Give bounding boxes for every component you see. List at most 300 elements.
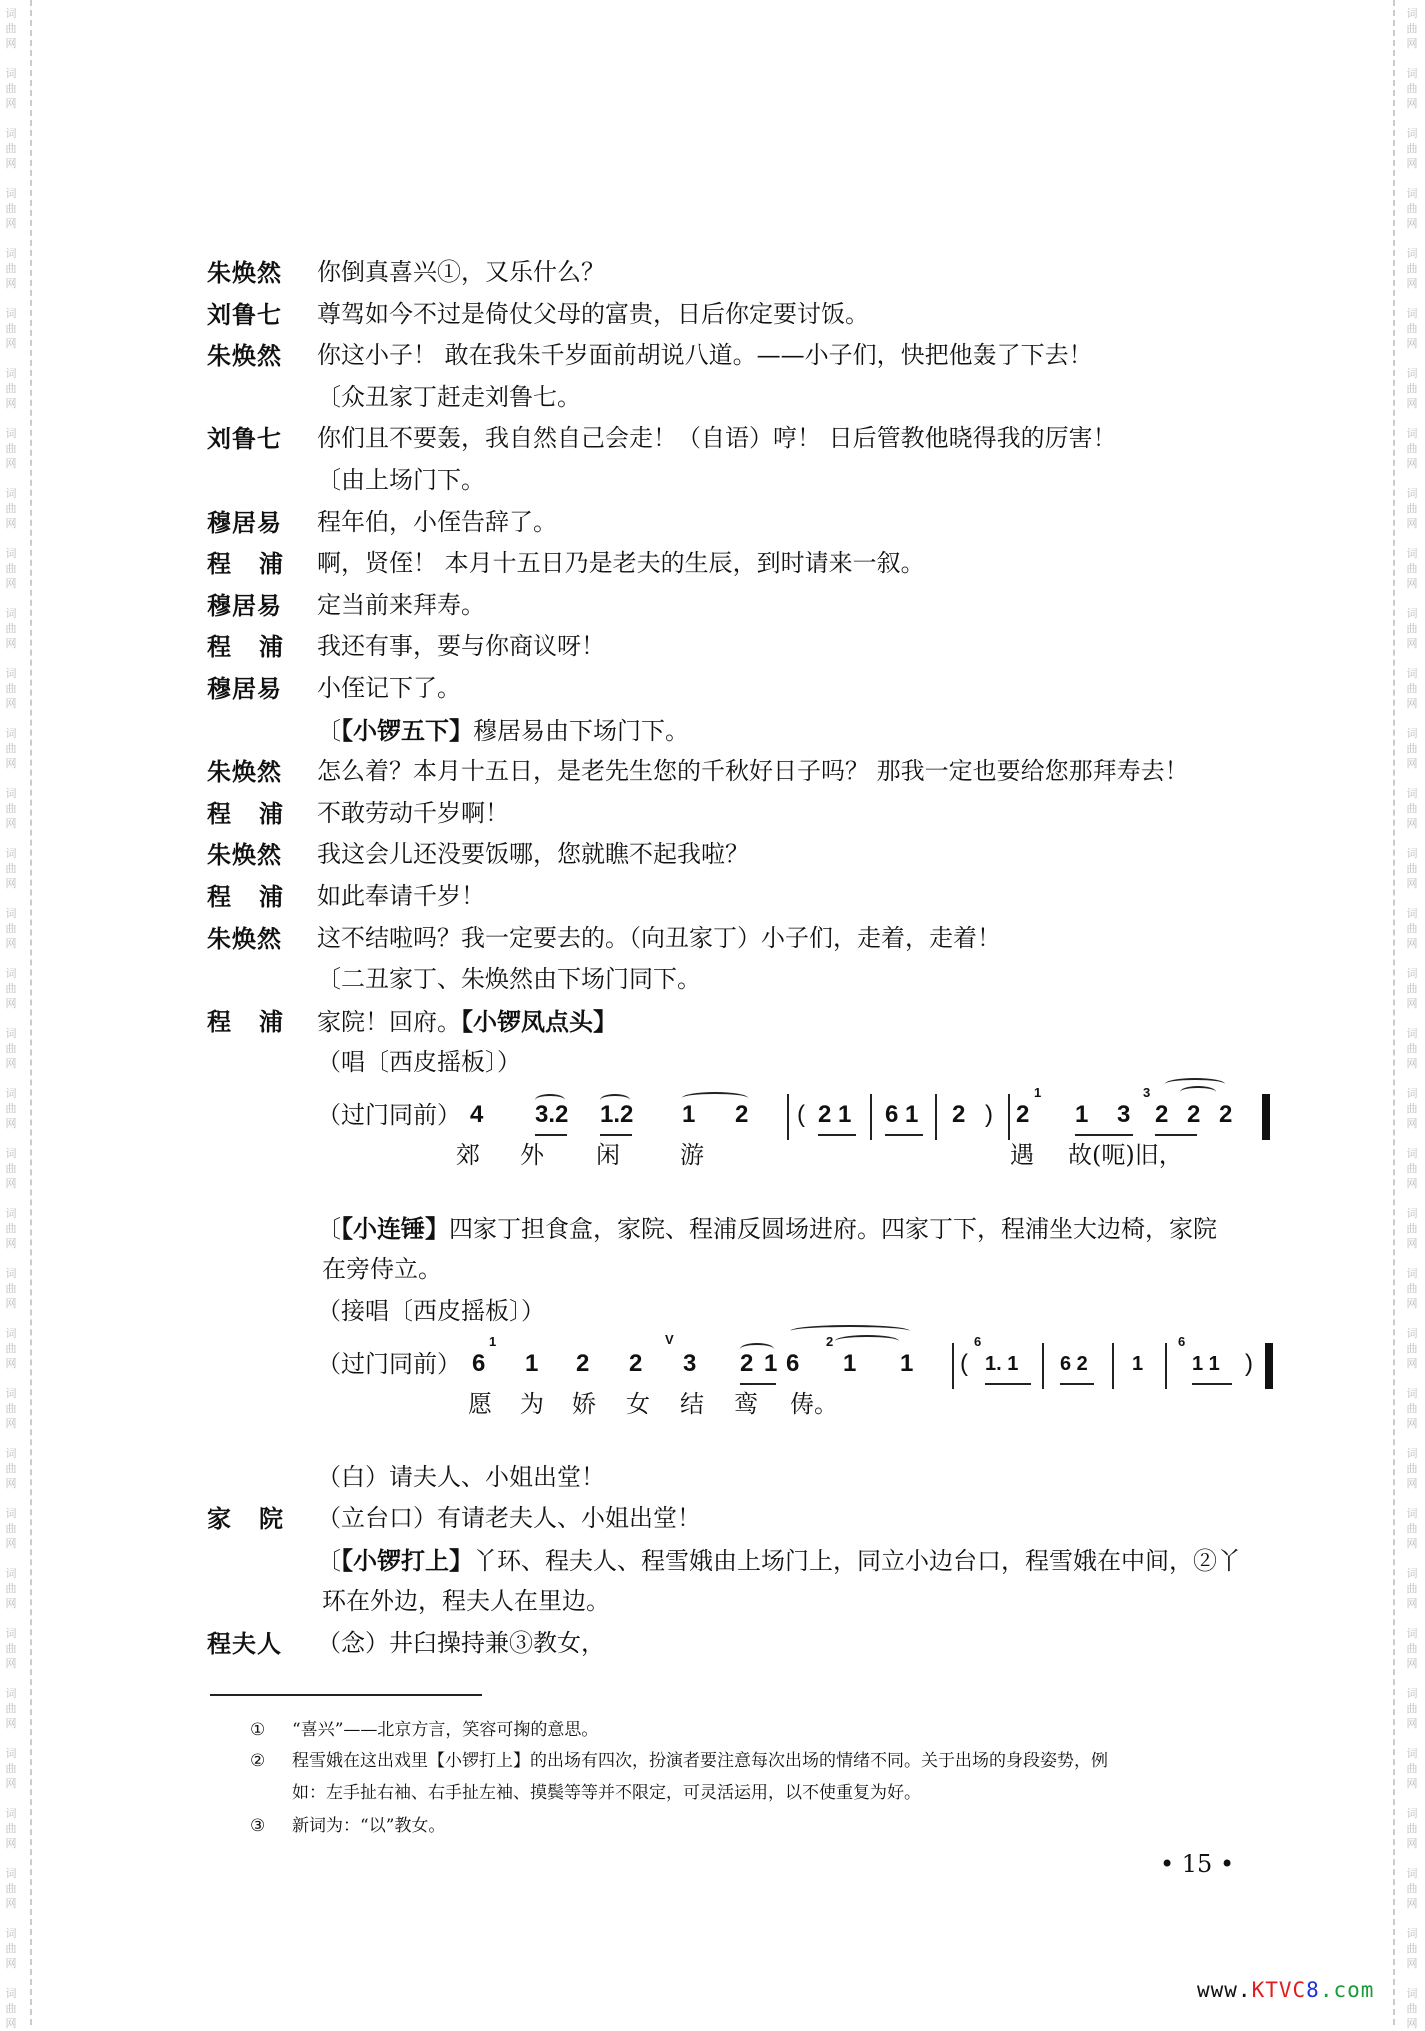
watermark-char: 网 (5, 1597, 17, 1610)
site-part: www. (1197, 1978, 1252, 2002)
stage-direction (317, 1540, 1241, 1583)
lyric: 结 (680, 1389, 704, 1418)
footnote-text: 程雪娥在这出戏里【小锣打上】的出场有四次，扮演者要注意每次出场的情绪不同。关于出场的身段姿势，例 (292, 1751, 1108, 1771)
watermark-char: 词 (1406, 547, 1418, 560)
speaker-name: 程浦 (207, 881, 311, 911)
notation-prefix: （过门同前） (317, 1100, 461, 1129)
final-barline (1265, 1343, 1273, 1389)
script-line (0, 751, 1425, 793)
watermark-char: 网 (1406, 37, 1418, 50)
watermark-char: 曲 (5, 1222, 17, 1235)
stage-direction (317, 959, 701, 1001)
lyric: 游 (680, 1140, 704, 1169)
watermark-char: 网 (5, 217, 17, 230)
note: 2 (576, 1349, 590, 1377)
watermark-char: 网 (1406, 1477, 1418, 1490)
note: 1.2 (600, 1100, 634, 1128)
footnote-number: ① (250, 1720, 266, 1740)
speaker-name: 程夫人 (207, 1629, 282, 1659)
script-line (0, 418, 1425, 460)
percussion-cue: 【小锣凤点头】 (461, 1006, 617, 1036)
watermark-char: 曲 (5, 1282, 17, 1295)
watermark-char: 词 (1406, 667, 1418, 680)
watermark-char: 曲 (5, 142, 17, 155)
dialogue-text (317, 1001, 617, 1044)
watermark-char: 网 (1406, 157, 1418, 170)
barline (870, 1094, 872, 1140)
watermark-char: 网 (5, 1117, 17, 1130)
barline (935, 1094, 937, 1140)
margin-watermark-text (4, 1806, 18, 1851)
line-text: 我这会儿还没要饭哪，您就瞧不起我啦？ (317, 840, 749, 869)
watermark-char: 词 (5, 67, 17, 80)
note: ) (1245, 1349, 1253, 1377)
underline (1155, 1134, 1197, 1136)
speaker-name: 程浦 (207, 1006, 311, 1036)
watermark-char: 词 (1406, 1687, 1418, 1700)
margin-watermark-text (1405, 1686, 1419, 1731)
watermark-char: 词 (5, 1507, 17, 1520)
margin-watermark-text (1405, 66, 1419, 111)
line-text: 你倒真喜兴①，又乐什么？ (317, 258, 605, 286)
footnote-text: 新词为：“以”教女。 (292, 1816, 446, 1836)
line-text: （接唱〔西皮摇板〕） (317, 1297, 545, 1326)
dialogue-text (317, 668, 461, 710)
watermark-char: 词 (5, 847, 17, 860)
watermark-char: 词 (5, 1087, 17, 1100)
watermark-char: 词 (1406, 1147, 1418, 1160)
watermark-char: 曲 (1406, 1942, 1418, 1955)
watermark-char: 词 (5, 427, 17, 440)
watermark-char: 网 (1406, 217, 1418, 230)
watermark-char: 网 (1406, 637, 1418, 650)
watermark-char: 曲 (1406, 862, 1418, 875)
watermark-char: 词 (1406, 727, 1418, 740)
script-line (0, 502, 1425, 544)
watermark-char: 网 (1406, 397, 1418, 410)
dialogue-text (317, 335, 1093, 377)
margin-watermark-text (4, 1986, 18, 2031)
note: 6 (786, 1349, 800, 1377)
dialogue-text (317, 834, 749, 876)
dialogue-text (317, 793, 509, 835)
watermark-char: 网 (5, 337, 17, 350)
note: ) (985, 1100, 993, 1128)
speaker-name: 朱焕然 (207, 258, 282, 287)
watermark-char: 词 (5, 1327, 17, 1340)
watermark-char: 词 (1406, 1867, 1418, 1880)
watermark-char: 网 (1406, 1537, 1418, 1550)
line-text: 丫环、程夫人、程雪娥由上场门上，同立小边台口，程雪娥在中间，②丫 (473, 1546, 1241, 1575)
dialogue-text (317, 502, 557, 544)
margin-watermark-text (4, 66, 18, 111)
dialogue-text (317, 252, 605, 294)
watermark-char: 曲 (1406, 562, 1418, 575)
margin-watermark-text (1405, 1806, 1419, 1851)
margin-watermark-text (4, 1746, 18, 1791)
watermark-char: 曲 (5, 1162, 17, 1175)
watermark-char: 词 (5, 1387, 17, 1400)
watermark-char: 曲 (1406, 442, 1418, 455)
speaker-name: 穆居易 (207, 507, 282, 537)
percussion-cue: 【小锣五下】 (341, 715, 473, 745)
watermark-char: 词 (5, 727, 17, 740)
watermark-char: 词 (5, 667, 17, 680)
speaker-name: 朱焕然 (207, 757, 282, 787)
stage-direction (317, 1042, 521, 1084)
script-line (0, 793, 1425, 835)
watermark-char: 网 (5, 37, 17, 50)
watermark-char: 网 (1406, 1597, 1418, 1610)
breath-mark: V (665, 1331, 674, 1347)
watermark-char: 曲 (1406, 502, 1418, 515)
watermark-char: 曲 (5, 862, 17, 875)
lyric: 遇 (1010, 1140, 1034, 1169)
note: 1 (1132, 1352, 1144, 1375)
watermark-char: 词 (1406, 247, 1418, 260)
watermark-char: 曲 (5, 802, 17, 815)
page-number: • 15 • (1160, 1850, 1235, 1878)
barline (787, 1094, 789, 1140)
watermark-char: 网 (5, 157, 17, 170)
watermark-char: 网 (1406, 1957, 1418, 1970)
watermark-char: 网 (5, 877, 17, 890)
watermark-char: 网 (1406, 1657, 1418, 1670)
watermark-char: 词 (5, 1567, 17, 1580)
watermark-char: 曲 (1406, 1882, 1418, 1895)
line-text: 我还有事，要与你商议呀！ (317, 632, 605, 661)
site-part: C (1292, 1978, 1307, 2002)
percussion-cue: 【小连锤】 (341, 1213, 449, 1243)
watermark-char: 词 (1406, 967, 1418, 980)
watermark-char: 词 (5, 247, 17, 260)
note: 1 (525, 1349, 539, 1377)
speaker-name: 程浦 (207, 798, 311, 828)
dialogue-text (317, 751, 1189, 793)
watermark-char: 词 (1406, 187, 1418, 200)
stage-direction (317, 377, 581, 419)
margin-watermark-text (1405, 186, 1419, 231)
underline (885, 1134, 923, 1136)
note: 2 2 2 (1155, 1100, 1239, 1128)
watermark-char: 曲 (5, 1822, 17, 1835)
speaker-name: 刘鲁七 (207, 299, 282, 329)
lyric: 闲 (596, 1140, 620, 1169)
watermark-char: 曲 (1406, 2002, 1418, 2015)
script-line (0, 1623, 1425, 1665)
line-text: 程年伯，小侄告辞了。 (317, 507, 557, 536)
watermark-char: 词 (1406, 487, 1418, 500)
watermark-char: 网 (5, 1537, 17, 1550)
watermark-char: 曲 (5, 742, 17, 755)
dialogue-text (317, 585, 485, 627)
line-text: 家院！回府。 (317, 1007, 461, 1036)
watermark-char: 网 (5, 1177, 17, 1190)
watermark-char: 词 (1406, 1027, 1418, 1040)
line-text: 四家丁担食盒，家院、程浦反圆场进府。四家丁下，程浦坐大边椅，家院 (449, 1214, 1217, 1243)
line-text: 穆居易由下场门下。 (473, 716, 689, 745)
watermark-char: 网 (5, 1357, 17, 1370)
margin-watermark-text (1405, 1986, 1419, 2031)
underline (1192, 1383, 1232, 1385)
speaker-name: 刘鲁七 (207, 424, 282, 454)
watermark-char: 曲 (1406, 1342, 1418, 1355)
watermark-char: 网 (5, 1297, 17, 1310)
note: 3 (683, 1349, 697, 1377)
watermark-char: 曲 (1406, 1222, 1418, 1235)
dialogue-text (317, 1623, 605, 1665)
watermark-char: 曲 (5, 322, 17, 335)
watermark-char: 曲 (1406, 622, 1418, 635)
site-part: .com (1319, 1978, 1375, 2002)
underline (1075, 1134, 1133, 1136)
lyric: 郊 (456, 1140, 480, 1169)
bracket: 〔 (317, 1546, 341, 1575)
lyric: 鸾 (734, 1389, 758, 1418)
underline (985, 1383, 1031, 1385)
final-barline (1262, 1094, 1270, 1140)
watermark-char: 曲 (1406, 1522, 1418, 1535)
watermark-char: 词 (5, 1687, 17, 1700)
watermark-char: 曲 (1406, 1282, 1418, 1295)
watermark-char: 词 (1406, 607, 1418, 620)
watermark-char: 词 (1406, 67, 1418, 80)
lyric: 外 (520, 1140, 544, 1169)
watermark-char: 网 (1406, 577, 1418, 590)
watermark-char: 曲 (5, 22, 17, 35)
watermark-char: 词 (1406, 1627, 1418, 1640)
lyric: 为 (520, 1389, 544, 1418)
margin-watermark-text (4, 1686, 18, 1731)
watermark-char: 曲 (5, 1942, 17, 1955)
watermark-char: 网 (5, 517, 17, 530)
speaker-name: 朱焕然 (207, 923, 282, 953)
margin-watermark-text (1405, 1866, 1419, 1911)
watermark-char: 曲 (1406, 22, 1418, 35)
lyric: 愿 (468, 1389, 492, 1418)
watermark-char: 网 (1406, 937, 1418, 950)
note: 1 (1075, 1100, 1089, 1128)
note: 4 (470, 1100, 484, 1128)
speaker-name: 穆居易 (207, 590, 282, 620)
line-text: 环在外边，程夫人在里边。 (322, 1587, 610, 1616)
watermark-char: 词 (1406, 1567, 1418, 1580)
grace-note: 6 (974, 1333, 982, 1349)
watermark-char: 曲 (1406, 982, 1418, 995)
lyric: 故(呃)旧， (1068, 1140, 1183, 1169)
percussion-cue: 【小锣打上】 (341, 1545, 473, 1575)
script-line (0, 460, 1425, 502)
watermark-char: 词 (5, 1267, 17, 1280)
watermark-char: 网 (1406, 2017, 1418, 2030)
footnote-text: 如：左手扯右袖、右手扯左袖、摸鬓等等并不限定，可灵活运用，以不使重复为好。 (292, 1783, 921, 1803)
watermark-char: 词 (5, 607, 17, 620)
note: 2 (629, 1349, 643, 1377)
note: 1 (843, 1349, 857, 1377)
bracket: 〔 (317, 1214, 341, 1243)
margin-watermark-text (1405, 1926, 1419, 1971)
watermark-char: 网 (5, 1237, 17, 1250)
watermark-char: 网 (1406, 877, 1418, 890)
note: 3.2 (535, 1100, 569, 1128)
barline (1112, 1343, 1114, 1389)
watermark-char: 网 (1406, 757, 1418, 770)
watermark-char: 曲 (5, 922, 17, 935)
stage-direction (317, 1208, 1217, 1251)
dialogue-text (317, 626, 605, 668)
line-text: 怎么着？本月十五日，是老先生您的千秋好日子吗？ 那我一定也要给您那拜寿去！ (317, 757, 1189, 786)
watermark-char: 词 (5, 1747, 17, 1760)
line-text: 这不结啦吗？我一定要去的。（向丑家丁）小子们，走着，走着！ (317, 923, 1001, 952)
watermark-char: 词 (1406, 1267, 1418, 1280)
line-text: 在旁侍立。 (322, 1255, 442, 1284)
note: 1 1 (1192, 1352, 1220, 1375)
lyric: 俦。 (790, 1389, 838, 1418)
watermark-char: 曲 (1406, 322, 1418, 335)
watermark-char: 曲 (1406, 742, 1418, 755)
watermark-char: 网 (1406, 1237, 1418, 1250)
underline (818, 1134, 856, 1136)
note: 2 (1016, 1100, 1030, 1128)
watermark-char: 网 (5, 2017, 17, 2030)
script-line (0, 1498, 1425, 1540)
lyric: 娇 (572, 1389, 596, 1418)
margin-watermark-text (4, 1926, 18, 1971)
note: 2 (735, 1100, 749, 1128)
notation-prefix: （过门同前） (317, 1349, 461, 1378)
margin-watermark-text (1405, 1746, 1419, 1791)
watermark-char: 网 (1406, 997, 1418, 1010)
watermark-char: 网 (5, 1717, 17, 1730)
watermark-char: 曲 (1406, 1102, 1418, 1115)
script-line (0, 1001, 1425, 1043)
watermark-char: 曲 (5, 1462, 17, 1475)
watermark-char: 词 (1406, 1387, 1418, 1400)
script-line (0, 959, 1425, 1001)
watermark-char: 网 (1406, 1897, 1418, 1910)
underline (1060, 1383, 1094, 1385)
watermark-char: 网 (5, 817, 17, 830)
watermark-char: 网 (1406, 1177, 1418, 1190)
line-text: 啊，贤侄！ 本月十五日乃是老夫的生辰，到时请来一叙。 (317, 549, 925, 578)
watermark-char: 词 (1406, 1207, 1418, 1220)
watermark-char: 词 (5, 7, 17, 20)
speaker-name: 程浦 (207, 549, 311, 579)
watermark-char: 曲 (5, 622, 17, 635)
script-line (0, 377, 1425, 419)
grace-note: 6 (1178, 1333, 1186, 1349)
watermark-char: 词 (5, 907, 17, 920)
footnote-divider (210, 1694, 482, 1696)
footnote-number: ③ (250, 1816, 266, 1836)
margin-watermark-text (1405, 6, 1419, 51)
bracket: 〔 (317, 716, 341, 745)
grace-note: 3 (1143, 1084, 1151, 1100)
watermark-char: 词 (1406, 1507, 1418, 1520)
watermark-char: 曲 (5, 1342, 17, 1355)
watermark-char: 词 (5, 1627, 17, 1640)
watermark-char: 网 (1406, 337, 1418, 350)
watermark-char: 网 (5, 1957, 17, 1970)
note: 1 (900, 1349, 914, 1377)
watermark-char: 词 (5, 787, 17, 800)
margin-watermark-text (1405, 126, 1419, 171)
speaker-name: 朱焕然 (207, 341, 282, 371)
watermark-char: 词 (1406, 127, 1418, 140)
watermark-char: 词 (5, 547, 17, 560)
watermark-char: 曲 (1406, 1822, 1418, 1835)
notation-line-1 (0, 1084, 1425, 1208)
watermark-char: 曲 (1406, 82, 1418, 95)
watermark-char: 词 (5, 1147, 17, 1160)
script-line (0, 585, 1425, 627)
line-text: 定当前来拜寿。 (317, 590, 485, 619)
watermark-char: 网 (1406, 277, 1418, 290)
watermark-char: 曲 (1406, 1702, 1418, 1715)
watermark-char: 词 (5, 1447, 17, 1460)
watermark-char: 词 (1406, 1447, 1418, 1460)
watermark-char: 词 (5, 1807, 17, 1820)
note: ( (960, 1349, 968, 1377)
note: 2 1 (740, 1349, 780, 1377)
watermark-char: 曲 (5, 1102, 17, 1115)
barline (952, 1343, 954, 1389)
watermark-char: 网 (5, 1897, 17, 1910)
watermark-char: 词 (1406, 787, 1418, 800)
watermark-char: 曲 (5, 1402, 17, 1415)
watermark-char: 网 (5, 577, 17, 590)
watermark-char: 网 (1406, 1117, 1418, 1130)
watermark-char: 网 (5, 937, 17, 950)
watermark-char: 曲 (5, 202, 17, 215)
script-line (0, 335, 1425, 377)
watermark-char: 曲 (5, 1882, 17, 1895)
watermark-char: 网 (1406, 97, 1418, 110)
script-line (0, 918, 1425, 960)
watermark-char: 网 (1406, 1417, 1418, 1430)
watermark-char: 网 (5, 1657, 17, 1670)
dialogue-text (317, 294, 869, 336)
dialogue-text (317, 418, 1117, 460)
script-line (0, 626, 1425, 668)
note: 6 1 (885, 1100, 919, 1128)
watermark-char: 网 (5, 997, 17, 1010)
watermark-char: 曲 (5, 1702, 17, 1715)
watermark-char: 词 (5, 367, 17, 380)
script-line (0, 1249, 1425, 1291)
script-line (0, 1540, 1425, 1582)
speaker-name: 程浦 (207, 632, 311, 662)
watermark-char: 曲 (1406, 802, 1418, 815)
watermark-char: 词 (1406, 907, 1418, 920)
barline (1008, 1094, 1010, 1140)
watermark-char: 词 (5, 1207, 17, 1220)
line-text: 你们且不要轰，我自然自己会走！（自语）哼！ 日后管教他晓得我的厉害！ (317, 424, 1117, 453)
watermark-char: 曲 (1406, 1162, 1418, 1175)
script-line (0, 1042, 1425, 1084)
watermark-char: 网 (5, 1477, 17, 1490)
line-text: 尊驾如今不过是倚仗父母的富贵，日后你定要讨饭。 (317, 299, 869, 328)
watermark-char: 网 (1406, 1057, 1418, 1070)
line-text: 如此奉请千岁！ (317, 881, 485, 910)
watermark-char: 词 (5, 1027, 17, 1040)
watermark-char: 曲 (5, 1522, 17, 1535)
speaker-name: 家院 (207, 1504, 311, 1534)
watermark-char: 曲 (5, 1762, 17, 1775)
watermark-char: 曲 (1406, 262, 1418, 275)
line-text: （白）请夫人、小姐出堂！ (317, 1462, 605, 1491)
watermark-char: 网 (1406, 517, 1418, 530)
